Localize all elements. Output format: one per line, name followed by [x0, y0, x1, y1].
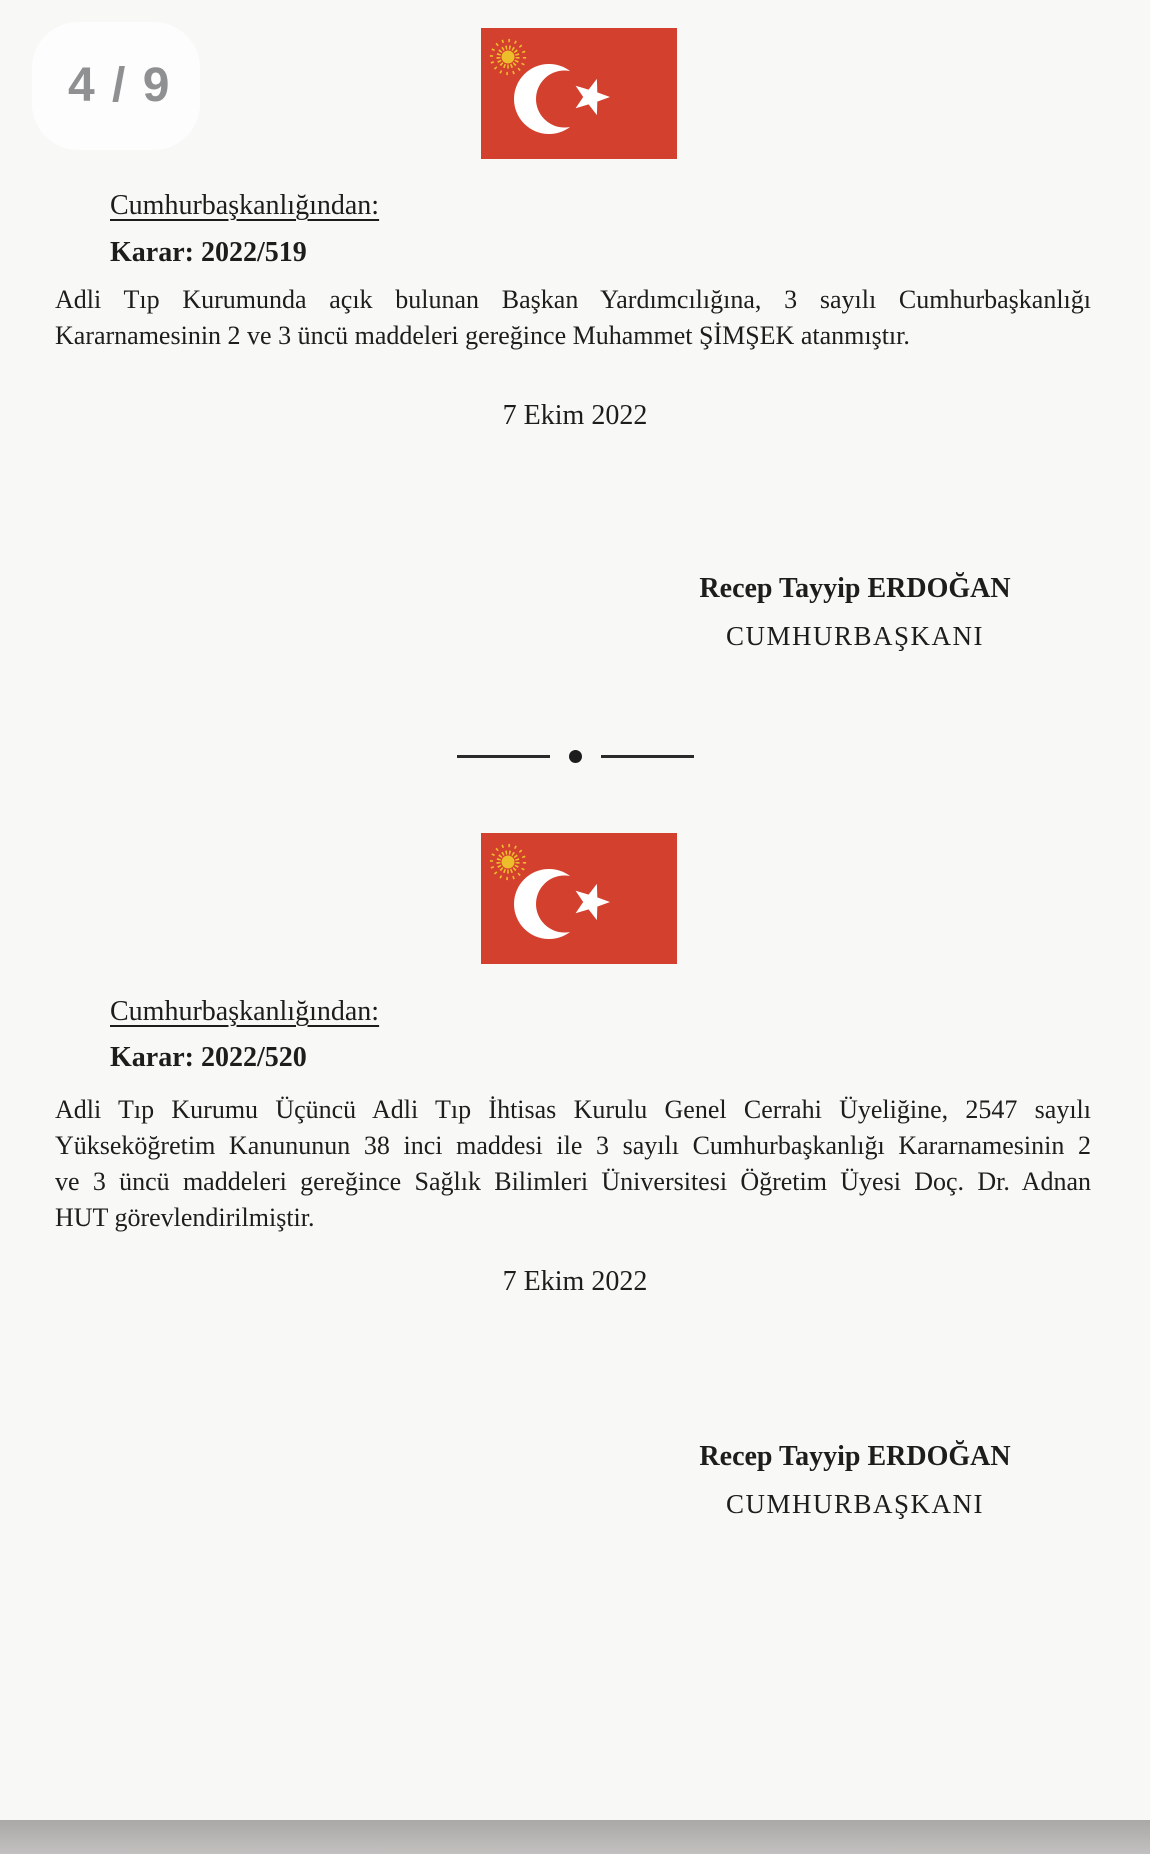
- page-indicator: 4 / 9: [68, 59, 172, 112]
- issuer-heading: Cumhurbaşkanlığından:: [110, 996, 380, 1027]
- body-line: HUT görevlendirilmiştir.: [55, 1203, 315, 1232]
- signature-block: [570, 572, 1140, 652]
- divider-line: [457, 755, 550, 758]
- body-line: Kararnamesinin 2 ve 3 üncü maddeleri gereğince Muhammet ŞİMŞEK atanmıştır.: [55, 321, 910, 350]
- section-divider: [0, 750, 1150, 763]
- issuer-heading: Cumhurbaşkanlığından:: [110, 190, 380, 221]
- signatory-title: CUMHURBAŞKANI: [725, 1489, 985, 1519]
- decision-body: [55, 282, 1091, 354]
- turkish-presidential-flag-icon: [481, 28, 677, 159]
- decision-date: 7 Ekim 2022: [502, 1266, 648, 1297]
- body-line: Yükseköğretim Kanununun 38 inci maddesi ile 3 sayılı Cumhurbaşkanlığı Kararnamesinin 2: [55, 1131, 1091, 1160]
- decision-date: 7 Ekim 2022: [502, 400, 648, 431]
- body-line: Adli Tıp Kurumunda açık bulunan Başkan Yardımcılığına, 3 sayılı Cumhurbaşkanlığı: [55, 285, 1091, 314]
- decision-number: Karar: 2022/520: [110, 1042, 307, 1073]
- signature-block: [570, 1440, 1140, 1520]
- turkish-presidential-flag-icon: [481, 833, 677, 964]
- body-line: ve 3 üncü maddeleri gereğince Sağlık Bilimleri Üniversitesi Öğretim Üyesi Doç. Dr. Adnan: [55, 1167, 1091, 1196]
- signatory-name: Recep Tayyip ERDOĞAN: [699, 1441, 1011, 1472]
- bottom-bar: [0, 1820, 1150, 1854]
- body-line: Adli Tıp Kurumu Üçüncü Adli Tıp İhtisas Kurulu Genel Cerrahi Üyeliğine, 2547 sayılı: [55, 1095, 1091, 1124]
- signatory-name: Recep Tayyip ERDOĞAN: [699, 573, 1011, 604]
- signatory-title: CUMHURBAŞKANI: [725, 621, 985, 651]
- divider-line: [601, 755, 694, 758]
- divider-dot-icon: [569, 750, 582, 763]
- decision-number: Karar: 2022/519: [110, 237, 307, 268]
- decision-body: [55, 1092, 1091, 1236]
